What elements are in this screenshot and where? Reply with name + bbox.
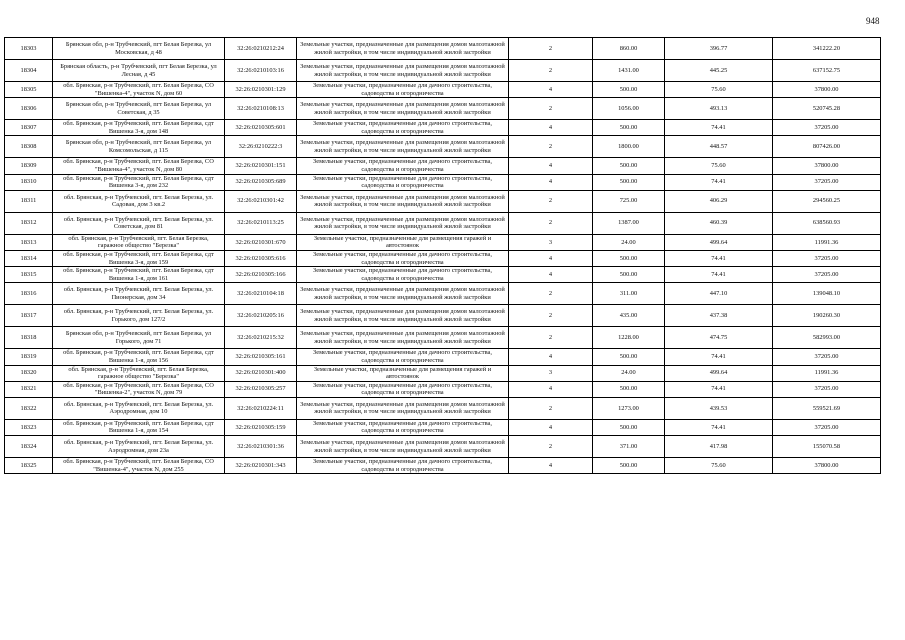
cadastral-value-cell: 637152.75: [773, 60, 881, 82]
specific-value-cell: 406.29: [665, 190, 773, 212]
cadastral-value-cell: 37205.00: [773, 250, 881, 266]
table-row: [5, 190, 881, 212]
specific-value-cell: 439.53: [665, 397, 773, 419]
area-cell: 1273.00: [593, 397, 665, 419]
group-cell: 4: [509, 82, 593, 98]
table-row: [5, 234, 881, 250]
group-cell: 4: [509, 419, 593, 435]
row-number: 18314: [5, 250, 53, 266]
row-number: 18317: [5, 305, 53, 327]
row-number: 18309: [5, 158, 53, 174]
specific-value-cell: 75.60: [665, 158, 773, 174]
row-number: 18312: [5, 212, 53, 234]
specific-value-cell: 460.39: [665, 212, 773, 234]
cadastral-number-cell: 32:26:0210205:16: [225, 305, 297, 327]
specific-value-cell: 74.41: [665, 381, 773, 397]
table-row: [5, 267, 881, 283]
cadastral-number-cell: 32:26:0210212:24: [225, 38, 297, 60]
address-cell: обл. Брянская, р-н Трубчевский, пгт. Белая Березка, СО "Вишенка-4", участок N, дом 80: [53, 158, 225, 174]
area-cell: 500.00: [593, 458, 665, 474]
cadastral-number-cell: 32:26:0210104:18: [225, 283, 297, 305]
group-cell: 2: [509, 436, 593, 458]
area-cell: 1431.00: [593, 60, 665, 82]
table-row: [5, 397, 881, 419]
address-cell: обл. Брянская, р-н Трубчевский, пгт. Белая Березка, сдт Вишенка 3-я, дом 148: [53, 120, 225, 136]
row-number: 18319: [5, 349, 53, 365]
address-cell: обл. Брянская, р-н Трубчевский, пгт. Белая Березка, ул. Советская, дом 81: [53, 212, 225, 234]
area-cell: 500.00: [593, 120, 665, 136]
cadastral-value-cell: 294560.25: [773, 190, 881, 212]
land-use-cell: Земельные участки, предназначенные для дачного строительства, садоводства и огородничества: [297, 250, 509, 266]
address-cell: Брянская обл, р-н Трубчевский, пгт Белая Березка, ул Комсомольская, д 115: [53, 136, 225, 158]
cadastral-value-cell: 37800.00: [773, 458, 881, 474]
cadastral-number-cell: 32:26:0210305:159: [225, 419, 297, 435]
address-cell: Брянская область, р-н Трубчевский, пгт Белая Березка, ул Лесная, д 45: [53, 60, 225, 82]
specific-value-cell: 75.60: [665, 82, 773, 98]
land-use-cell: Земельные участки, предназначенные для дачного строительства, садоводства и огородничества: [297, 82, 509, 98]
land-use-cell: Земельные участки, предназначенные для дачного строительства, садоводства и огородничества: [297, 419, 509, 435]
land-use-cell: Земельные участки, предназначенные для размещения гаражей и автостоянок: [297, 234, 509, 250]
row-number: 18323: [5, 419, 53, 435]
group-cell: 2: [509, 60, 593, 82]
address-cell: обл. Брянская, р-н Трубчевский, пгт. Белая Березка, сдт Вишенка 1-я, дом 161: [53, 267, 225, 283]
address-cell: Брянская обл, р-н Трубчевский, пгт Белая Березка, ул Московская, д 48: [53, 38, 225, 60]
area-cell: 1228.00: [593, 327, 665, 349]
land-use-cell: Земельные участки, предназначенные для размещения домов малоэтажной жилой застройки, в том числе индивидуальной жилой застройки: [297, 60, 509, 82]
cadastral-value-cell: 37205.00: [773, 174, 881, 190]
row-number: 18322: [5, 397, 53, 419]
row-number: 18315: [5, 267, 53, 283]
specific-value-cell: 74.41: [665, 267, 773, 283]
row-number: 18310: [5, 174, 53, 190]
cadastral-value-cell: 37205.00: [773, 120, 881, 136]
cadastral-number-cell: 32:26:0210108:13: [225, 98, 297, 120]
row-number: 18311: [5, 190, 53, 212]
land-use-cell: Земельные участки, предназначенные для дачного строительства, садоводства и огородничества: [297, 174, 509, 190]
specific-value-cell: 74.41: [665, 419, 773, 435]
address-cell: обл. Брянская, р-н Трубчевский, пгт. Белая Березка, ул. Аэродромная, дом 10: [53, 397, 225, 419]
table-row: [5, 120, 881, 136]
cadastral-value-cell: 190260.30: [773, 305, 881, 327]
group-cell: 2: [509, 98, 593, 120]
group-cell: 2: [509, 38, 593, 60]
specific-value-cell: 396.77: [665, 38, 773, 60]
cadastral-value-cell: 37800.00: [773, 158, 881, 174]
area-cell: 1800.00: [593, 136, 665, 158]
area-cell: 500.00: [593, 82, 665, 98]
group-cell: 2: [509, 212, 593, 234]
specific-value-cell: 474.75: [665, 327, 773, 349]
cadastral-value-cell: 37800.00: [773, 82, 881, 98]
land-use-cell: Земельные участки, предназначенные для дачного строительства, садоводства и огородничества: [297, 349, 509, 365]
area-cell: 311.00: [593, 283, 665, 305]
cadastral-value-cell: 37205.00: [773, 267, 881, 283]
cadastral-number-cell: 32:26:0210301:400: [225, 365, 297, 381]
cadastral-value-cell: 37205.00: [773, 381, 881, 397]
group-cell: 3: [509, 234, 593, 250]
cadastral-number-cell: 32:26:0210305:257: [225, 381, 297, 397]
address-cell: обл. Брянская, р-н Трубчевский, пгт. Белая Березка, сдт Вишенка 3-я, дом 232: [53, 174, 225, 190]
cadastral-number-cell: 32:26:0210224:11: [225, 397, 297, 419]
cadastral-number-cell: 32:26:0210301:42: [225, 190, 297, 212]
group-cell: 4: [509, 174, 593, 190]
table-row: [5, 174, 881, 190]
table-row: [5, 82, 881, 98]
land-use-cell: Земельные участки, предназначенные для размещения домов малоэтажной жилой застройки, в том числе индивидуальной жилой застройки: [297, 190, 509, 212]
specific-value-cell: 499.64: [665, 365, 773, 381]
land-use-cell: Земельные участки, предназначенные для дачного строительства, садоводства и огородничества: [297, 158, 509, 174]
page-number: 948: [866, 16, 880, 26]
area-cell: 860.00: [593, 38, 665, 60]
table-row: [5, 419, 881, 435]
table-row: [5, 381, 881, 397]
cadastral-number-cell: 32:26:0210301:670: [225, 234, 297, 250]
area-cell: 500.00: [593, 349, 665, 365]
land-use-cell: Земельные участки, предназначенные для дачного строительства, садоводства и огородничества: [297, 381, 509, 397]
address-cell: обл. Брянская, р-н Трубчевский, пгт. Белая Березка, гаражное общество "Березка": [53, 234, 225, 250]
row-number: 18304: [5, 60, 53, 82]
specific-value-cell: 448.57: [665, 136, 773, 158]
address-cell: обл. Брянская, р-н Трубчевский, пгт. Белая Березка, сдт Вишенка 1-я, дом 156: [53, 349, 225, 365]
row-number: 18318: [5, 327, 53, 349]
cadastral-value-cell: 807426.00: [773, 136, 881, 158]
address-cell: обл. Брянская, р-н Трубчевский, пгт. Белая Березка, сдт Вишенка 1-я, дом 154: [53, 419, 225, 435]
cadastral-value-cell: 559521.69: [773, 397, 881, 419]
address-cell: обл. Брянская, р-н Трубчевский, пгт. Белая Березка, СО "Вишенка-4", участок N, дом 255: [53, 458, 225, 474]
specific-value-cell: 493.13: [665, 98, 773, 120]
land-use-cell: Земельные участки, предназначенные для дачного строительства, садоводства и огородничества: [297, 267, 509, 283]
cadastral-number-cell: 32:26:0210215:32: [225, 327, 297, 349]
group-cell: 4: [509, 381, 593, 397]
table-row: [5, 60, 881, 82]
address-cell: обл. Брянская, р-н Трубчевский, пгт. Белая Березка, СО "Вишенка-2", участок N, дом 79: [53, 381, 225, 397]
table-row: [5, 250, 881, 266]
row-number: 18316: [5, 283, 53, 305]
cadastral-number-cell: 32:26:0210301:151: [225, 158, 297, 174]
table-row: [5, 365, 881, 381]
address-cell: обл. Брянская, р-н Трубчевский, пгт. Белая Березка, гаражное общество "Березка": [53, 365, 225, 381]
row-number: 18313: [5, 234, 53, 250]
land-use-cell: Земельные участки, предназначенные для размещения домов малоэтажной жилой застройки, в том числе индивидуальной жилой застройки: [297, 98, 509, 120]
table-row: [5, 436, 881, 458]
row-number: 18305: [5, 82, 53, 98]
address-cell: Брянская обл, р-н Трубчевский, пгт Белая Березка, ул Советская, д 35: [53, 98, 225, 120]
area-cell: 1056.00: [593, 98, 665, 120]
group-cell: 4: [509, 250, 593, 266]
group-cell: 4: [509, 158, 593, 174]
area-cell: 435.00: [593, 305, 665, 327]
cadastral-value-cell: 139048.10: [773, 283, 881, 305]
cadastral-value-cell: 638560.93: [773, 212, 881, 234]
address-cell: обл. Брянская, р-н Трубчевский, пгт. Белая Березка, ул. Аэродромная, дом 23а: [53, 436, 225, 458]
row-number: 18303: [5, 38, 53, 60]
specific-value-cell: 445.25: [665, 60, 773, 82]
area-cell: 500.00: [593, 381, 665, 397]
land-use-cell: Земельные участки, предназначенные для размещения домов малоэтажной жилой застройки, в том числе индивидуальной жилой застройки: [297, 436, 509, 458]
land-use-cell: Земельные участки, предназначенные для размещения домов малоэтажной жилой застройки, в том числе индивидуальной жилой застройки: [297, 38, 509, 60]
address-cell: обл. Брянская, р-н Трубчевский, пгт. Белая Березка, сдт Вишенка 3-я, дом 159: [53, 250, 225, 266]
cadastral-value-cell: 341222.20: [773, 38, 881, 60]
table-row: [5, 305, 881, 327]
area-cell: 500.00: [593, 174, 665, 190]
cadastral-value-cell: 155070.58: [773, 436, 881, 458]
cadastral-number-cell: 32:26:0210113:25: [225, 212, 297, 234]
group-cell: 4: [509, 120, 593, 136]
address-cell: Брянская обл, р-н Трубчевский, пгт Белая Березка, ул Горького, дом 71: [53, 327, 225, 349]
table-row: [5, 98, 881, 120]
area-cell: 371.00: [593, 436, 665, 458]
row-number: 18321: [5, 381, 53, 397]
specific-value-cell: 417.98: [665, 436, 773, 458]
cadastral-number-cell: 32:26:0210305:161: [225, 349, 297, 365]
row-number: 18306: [5, 98, 53, 120]
group-cell: 4: [509, 349, 593, 365]
cadastral-number-cell: 32:26:0210305:616: [225, 250, 297, 266]
cadastral-value-cell: 11991.36: [773, 365, 881, 381]
land-use-cell: Земельные участки, предназначенные для размещения домов малоэтажной жилой застройки, в том числе индивидуальной жилой застройки: [297, 397, 509, 419]
land-use-cell: Земельные участки, предназначенные для размещения домов малоэтажной жилой застройки, в том числе индивидуальной жилой застройки: [297, 305, 509, 327]
land-use-cell: Земельные участки, предназначенные для размещения гаражей и автостоянок: [297, 365, 509, 381]
cadastral-number-cell: 32:26:0210222:3: [225, 136, 297, 158]
group-cell: 2: [509, 327, 593, 349]
area-cell: 500.00: [593, 419, 665, 435]
area-cell: 24.00: [593, 365, 665, 381]
specific-value-cell: 74.41: [665, 250, 773, 266]
table-row: [5, 158, 881, 174]
row-number: 18324: [5, 436, 53, 458]
area-cell: 500.00: [593, 267, 665, 283]
land-use-cell: Земельные участки, предназначенные для размещения домов малоэтажной жилой застройки, в том числе индивидуальной жилой застройки: [297, 212, 509, 234]
table-row: [5, 212, 881, 234]
land-use-cell: Земельные участки, предназначенные для размещения домов малоэтажной жилой застройки, в том числе индивидуальной жилой застройки: [297, 327, 509, 349]
table-row: [5, 283, 881, 305]
cadastral-value-cell: 520745.28: [773, 98, 881, 120]
cadastral-value-cell: 582993.00: [773, 327, 881, 349]
cadastral-number-cell: 32:26:0210305:601: [225, 120, 297, 136]
address-cell: обл. Брянская, р-н Трубчевский, пгт. Белая Березка, ул. Садовая, дом 3 кв.2: [53, 190, 225, 212]
group-cell: 2: [509, 305, 593, 327]
address-cell: обл. Брянская, р-н Трубчевский, пгт. Белая Березка, ул. Горького, дом 127/2: [53, 305, 225, 327]
specific-value-cell: 75.60: [665, 458, 773, 474]
land-use-cell: Земельные участки, предназначенные для дачного строительства, садоводства и огородничества: [297, 120, 509, 136]
cadastral-number-cell: 32:26:0210305:166: [225, 267, 297, 283]
group-cell: 3: [509, 365, 593, 381]
specific-value-cell: 74.41: [665, 174, 773, 190]
group-cell: 4: [509, 458, 593, 474]
row-number: 18325: [5, 458, 53, 474]
specific-value-cell: 437.38: [665, 305, 773, 327]
area-cell: 500.00: [593, 250, 665, 266]
area-cell: 24.00: [593, 234, 665, 250]
area-cell: 1387.00: [593, 212, 665, 234]
specific-value-cell: 447.10: [665, 283, 773, 305]
row-number: 18320: [5, 365, 53, 381]
table-row: [5, 136, 881, 158]
specific-value-cell: 74.41: [665, 349, 773, 365]
cadastral-number-cell: 32:26:0210305:689: [225, 174, 297, 190]
land-use-cell: Земельные участки, предназначенные для размещения домов малоэтажной жилой застройки, в том числе индивидуальной жилой застройки: [297, 136, 509, 158]
table-row: [5, 38, 881, 60]
cadastral-value-cell: 11991.36: [773, 234, 881, 250]
area-cell: 725.00: [593, 190, 665, 212]
cadastral-number-cell: 32:26:0210103:16: [225, 60, 297, 82]
table-row: [5, 327, 881, 349]
specific-value-cell: 499.64: [665, 234, 773, 250]
area-cell: 500.00: [593, 158, 665, 174]
cadastral-value-cell: 37205.00: [773, 419, 881, 435]
group-cell: 2: [509, 190, 593, 212]
table-row: [5, 349, 881, 365]
cadastral-value-cell: 37205.00: [773, 349, 881, 365]
land-use-cell: Земельные участки, предназначенные для дачного строительства, садоводства и огородничества: [297, 458, 509, 474]
group-cell: 4: [509, 267, 593, 283]
cadastral-number-cell: 32:26:0210301:129: [225, 82, 297, 98]
row-number: 18308: [5, 136, 53, 158]
table-row: [5, 458, 881, 474]
address-cell: обл. Брянская, р-н Трубчевский, пгт. Белая Березка, СО "Вишенка-4", участок N, дом 60: [53, 82, 225, 98]
cadastral-number-cell: 32:26:0210301:36: [225, 436, 297, 458]
land-registry-table: [4, 37, 881, 474]
land-use-cell: Земельные участки, предназначенные для размещения домов малоэтажной жилой застройки, в том числе индивидуальной жилой застройки: [297, 283, 509, 305]
group-cell: 2: [509, 136, 593, 158]
cadastral-number-cell: 32:26:0210301:343: [225, 458, 297, 474]
row-number: 18307: [5, 120, 53, 136]
group-cell: 2: [509, 397, 593, 419]
specific-value-cell: 74.41: [665, 120, 773, 136]
address-cell: обл. Брянская, р-н Трубчевский, пгт. Белая Березка, ул. Пионерская, дом 34: [53, 283, 225, 305]
group-cell: 2: [509, 283, 593, 305]
